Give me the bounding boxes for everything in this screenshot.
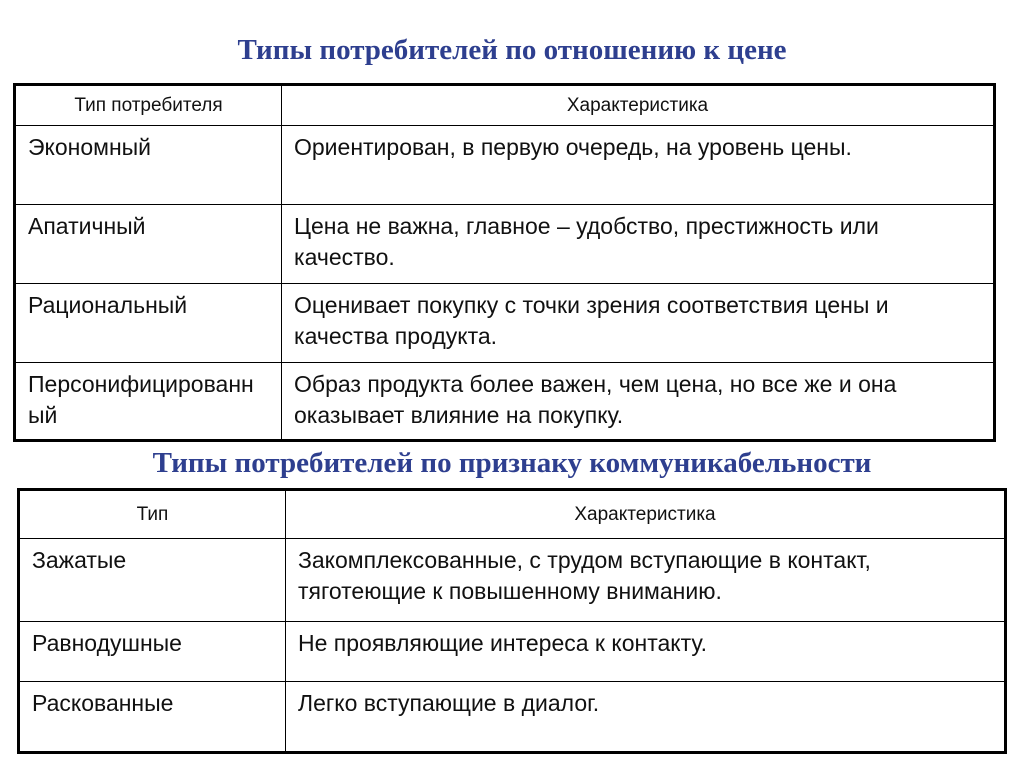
- table-row: [19, 682, 1006, 753]
- characteristic-cell: Не проявляющие интереса к контакту.: [286, 622, 1006, 682]
- characteristic-cell: Цена не важна, главное – удобство, престижность или качество.: [282, 205, 995, 284]
- characteristic-cell: Закомплексованные, с трудом вступающие в контакт, тяготеющие к повышенному вниманию.: [286, 539, 1006, 622]
- characteristic-cell: Ориентирован, в первую очередь, на уровень цены.: [282, 126, 995, 205]
- table-row: [15, 284, 995, 363]
- consumer-type-cell: Зажатые: [19, 539, 286, 622]
- characteristic-cell: Легко вступающие в диалог.: [286, 682, 1006, 753]
- table-row: [19, 622, 1006, 682]
- table-header-row: [19, 490, 1006, 539]
- column-header: Характеристика: [286, 490, 1006, 539]
- consumer-type-cell: Раскованные: [19, 682, 286, 753]
- price-attitude-table: [13, 83, 996, 442]
- characteristic-cell: Оценивает покупку с точки зрения соответствия цены и качества продукта.: [282, 284, 995, 363]
- table-row: [15, 205, 995, 284]
- consumer-type-cell: Экономный: [15, 126, 282, 205]
- table-row: [19, 539, 1006, 622]
- table-header-row: [15, 85, 995, 126]
- communication-table-title: Типы потребителей по признаку коммуникабельности: [152, 447, 872, 479]
- characteristic-cell: Образ продукта более важен, чем цена, но все же и она оказывает влияние на покупку.: [282, 363, 995, 441]
- price-table-title: Типы потребителей по отношению к цене: [237, 34, 787, 66]
- communication-table: [17, 488, 1007, 754]
- table-row: [15, 363, 995, 441]
- column-header: Тип: [19, 490, 286, 539]
- consumer-type-cell: Апатичный: [15, 205, 282, 284]
- table-row: [15, 126, 995, 205]
- column-header: Характеристика: [282, 85, 995, 126]
- consumer-type-cell: Персонифицированный: [15, 363, 282, 441]
- consumer-type-cell: Рациональный: [15, 284, 282, 363]
- consumer-type-cell: Равнодушные: [19, 622, 286, 682]
- column-header: Тип потребителя: [15, 85, 282, 126]
